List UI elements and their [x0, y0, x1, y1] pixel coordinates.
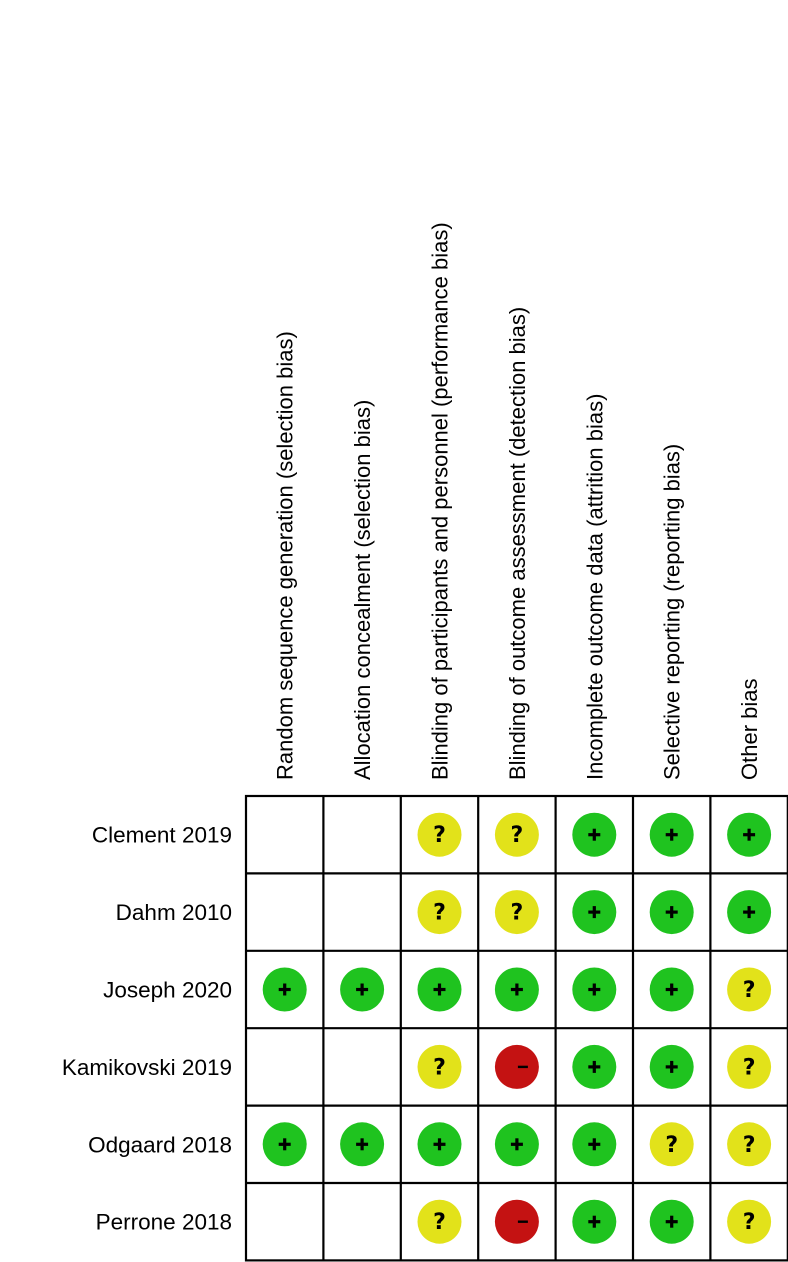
- plus-symbol-v: [748, 906, 751, 918]
- unclear-risk-mark: [650, 1122, 694, 1166]
- row-label: Odgaard 2018: [88, 1132, 232, 1158]
- plus-symbol-v: [670, 906, 673, 918]
- minus-symbol: [518, 1221, 528, 1223]
- row-label: Kamikovski 2019: [61, 1054, 232, 1080]
- row-label: Clement 2019: [91, 822, 232, 848]
- row-label: Perrone 2018: [95, 1209, 232, 1235]
- column-label: Allocation concealment (selection bias): [350, 399, 376, 780]
- plus-symbol-v: [593, 1138, 596, 1150]
- low-risk-mark: [650, 968, 694, 1012]
- column-label: Incomplete outcome data (attrition bias): [582, 393, 608, 780]
- plus-symbol-v: [593, 1216, 596, 1228]
- low-risk-mark: [418, 968, 462, 1012]
- unclear-risk-mark: [727, 1200, 771, 1244]
- low-risk-mark: [572, 890, 616, 934]
- column-label: Blinding of participants and personnel (performance bias): [427, 222, 453, 780]
- column-label: Blinding of outcome assessment (detection bias): [504, 306, 530, 780]
- plus-symbol-v: [438, 984, 441, 996]
- question-symbol: ?: [742, 1210, 756, 1236]
- question-symbol: ?: [433, 1210, 446, 1236]
- low-risk-mark: [495, 1122, 539, 1166]
- question-symbol: ?: [433, 900, 446, 926]
- minus-symbol: [518, 1066, 528, 1068]
- unclear-risk-mark: [495, 813, 539, 857]
- column-labels: [273, 222, 762, 780]
- column-label: Random sequence generation (selection bias): [272, 331, 298, 780]
- plus-symbol-v: [670, 1061, 673, 1073]
- unclear-risk-mark: [727, 1122, 771, 1166]
- plus-symbol-v: [438, 1138, 441, 1150]
- plus-symbol-v: [670, 1216, 673, 1228]
- low-risk-mark: [572, 1200, 616, 1244]
- question-symbol: ?: [510, 823, 524, 849]
- risk-circle: [495, 1200, 539, 1244]
- row-label: Dahm 2010: [115, 900, 232, 926]
- low-risk-mark: [572, 1122, 616, 1166]
- column-label: Other bias: [737, 678, 763, 780]
- low-risk-mark: [263, 968, 307, 1012]
- plus-symbol-v: [593, 829, 596, 841]
- plus-symbol-v: [748, 829, 751, 841]
- question-symbol: ?: [742, 1132, 756, 1158]
- row-labels: [62, 823, 232, 1235]
- low-risk-mark: [727, 813, 771, 857]
- row-label: Joseph 2020: [103, 977, 232, 1003]
- column-label: Selective reporting (reporting bias): [659, 443, 685, 780]
- low-risk-mark: [263, 1122, 307, 1166]
- question-symbol: ?: [433, 823, 446, 849]
- risk-circle: [495, 1045, 539, 1089]
- low-risk-mark: [650, 890, 694, 934]
- unclear-risk-mark: [727, 1045, 771, 1089]
- low-risk-mark: [650, 1045, 694, 1089]
- question-symbol: ?: [433, 1055, 446, 1081]
- unclear-risk-mark: [418, 890, 462, 934]
- low-risk-mark: [340, 968, 384, 1012]
- low-risk-mark: [572, 1045, 616, 1089]
- plus-symbol-v: [283, 1138, 286, 1150]
- unclear-risk-mark: [418, 1045, 462, 1089]
- question-symbol: ?: [665, 1132, 679, 1158]
- question-symbol: ?: [510, 900, 524, 926]
- low-risk-mark: [418, 1122, 462, 1166]
- high-risk-mark: [495, 1045, 539, 1089]
- plus-symbol-v: [515, 1138, 518, 1150]
- low-risk-mark: [340, 1122, 384, 1166]
- unclear-risk-mark: [495, 890, 539, 934]
- plus-symbol-v: [283, 984, 286, 996]
- plus-symbol-v: [670, 829, 673, 841]
- plus-symbol-v: [361, 1138, 364, 1150]
- low-risk-mark: [650, 1200, 694, 1244]
- low-risk-mark: [727, 890, 771, 934]
- plus-symbol-v: [515, 984, 518, 996]
- low-risk-mark: [572, 813, 616, 857]
- plus-symbol-v: [593, 906, 596, 918]
- low-risk-mark: [495, 968, 539, 1012]
- unclear-risk-mark: [418, 813, 462, 857]
- unclear-risk-mark: [418, 1200, 462, 1244]
- unclear-risk-mark: [727, 968, 771, 1012]
- question-symbol: ?: [742, 978, 756, 1003]
- risk-grid: [246, 796, 788, 1260]
- high-risk-mark: [495, 1200, 539, 1244]
- question-symbol: ?: [742, 1055, 756, 1081]
- low-risk-mark: [572, 968, 616, 1012]
- plus-symbol-v: [670, 984, 673, 996]
- plus-symbol-v: [593, 984, 596, 996]
- low-risk-mark: [650, 813, 694, 857]
- plus-symbol-v: [593, 1061, 596, 1073]
- plus-symbol-v: [361, 984, 364, 996]
